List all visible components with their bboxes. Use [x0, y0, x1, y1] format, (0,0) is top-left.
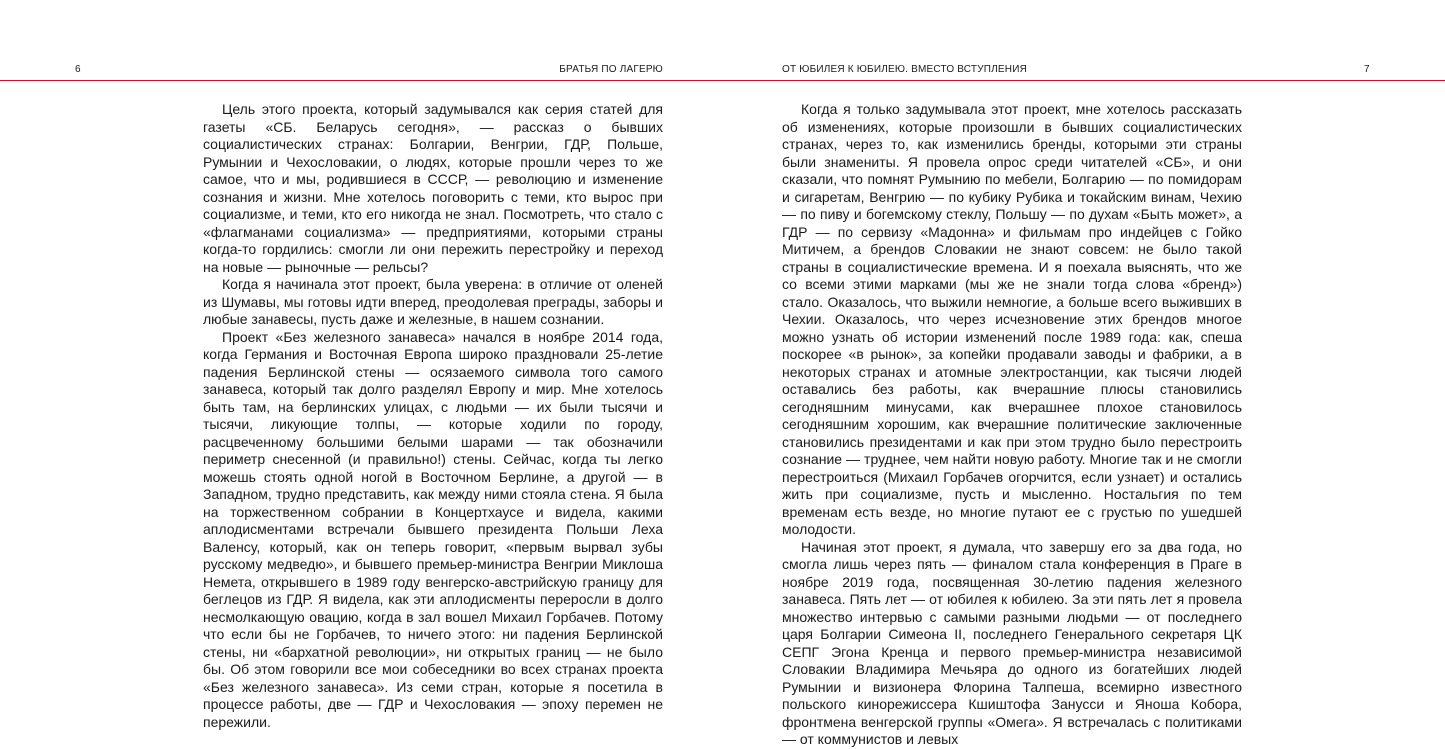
paragraph: Цель этого проекта, который задумывался как серия статей для газеты «СБ. Беларусь сегодня», — рассказ о бывших социалистических странах: Болгарии, Венгрии, ГДР, Польше, Румынии и Чехословакии, о людях, которые прошли через то же самое, что и мы, родившиеся в СССР, — революцию и изменение сознания и жизни. Мне хотелось поговорить с теми, кто вырос при социализме, и теми, кто его никогда не знал. Посмотреть, что стало с «флагманами социализма» — предприятиями, которыми страны когда-то гордились: смогли ли они пережить перестройку и переход на новые — рыночные — рельсы?	[203, 101, 663, 275]
paragraph: Когда я начинала этот проект, была уверена: в отличие от оленей из Шумавы, мы готовы идти вперед, преодолевая преграды, заборы и любые занавесы, пусть даже и железные, в нашем сознании.	[203, 276, 663, 327]
paragraph: Когда я только задумывала этот проект, мне хотелось рассказать об изменениях, которые произошли в бывших социалистических странах, через то, как изменились бренды, которыми эти страны были знамениты. Я провела опрос среди читателей «СБ», и они сказали, что помнят Румынию по мебели, Болгарию — по помидорам и сигаретам, Венгрию — по кубику Рубика и токайским винам, Чехию — по пиву и богемскому стеклу, Польшу — по духам «Быть может», а ГДР — по сервизу «Мадонна» и фильмам про индейцев с Гойко Митичем, а брендов Словакии не знают совсем: не было такой страны в социалистические времена. И я поехала выяснять, что же со всеми этими марками (мы же не знали тогда слова «бренд») стало. Оказалось, что выжили немногие, а больше всего выживших в Чехии. Оказалось, что через исчезновение этих брендов многое можно узнать об истории изменений после 1989 года: как, спеша поскорее «в рынок», за копейки продавали заводы и фабрики, а в некоторых странах и атомные электростанции, как тысячи людей оставались без работы, как вчерашние плюсы становились сегодняшним минусами, как вчерашнее плохое становилось сегодняшним хорошим, как вчерашние политические заключенные становились президентами и как при этом трудно было перестроить сознание — труднее, чем найти новую работу. Многие так и не смогли перестроиться (Михаил Горбачев огорчится, если узнает) и остались жить при социализме, пусть и мысленно. Ностальгия по тем временам есть везде, но многие путают ее с грустью по ушедшей молодости.	[782, 101, 1242, 537]
left-running-head: БРАТЬЯ ПО ЛАГЕРЮ	[559, 64, 663, 75]
header-rule-right	[723, 80, 1445, 81]
header-rule-left	[0, 80, 723, 81]
left-page-body	[203, 101, 663, 731]
right-page-number: 7	[1364, 64, 1370, 75]
right-page-body	[782, 101, 1242, 749]
paragraph: Проект «Без железного занавеса» начался в ноябре 2014 года, когда Германия и Восточная Европа широко праздновали 25-летие падения Берлинской стены — осязаемого символа того самого занавеса, который так долго разделял Европу и мир. Мне хотелось быть там, на берлинских улицах, с людьми — их были тысячи и тысячи, ликующие толпы, — которые ходили по городу, расцвеченному большими белыми шарами — так обозначили периметр снесенной (и правильно!) стены. Сейчас, когда ты легко можешь стоять одной ногой в Восточном Берлине, а другой — в Западном, трудно представить, как между ними стояла стена. Я была на торжественном собрании в Концертхаусе и видела, какими аплодисментами встречали бывшего президента Польши Леха Валенсу, который, как он теперь говорит, «первым вырвал зубы русскому медведю», и бывшего премьер-министра Венгрии Миклоша Немета, открывшего в 1989 году венгерско-австрийскую границу для беглецов из ГДР. Я видела, как эти аплодисменты переросли в долго несмолкающую овацию, когда в зал вошел Михаил Горбачев. Потому что если бы не Горбачев, то ничего этого: ни падения Берлинской стены, ни «бархатной революции», ни открытых границ — не было бы. Об этом говорили все мои собеседники во всех странах проекта «Без железного занавеса». Из семи стран, которые я посетила в процессе работы, две — ГДР и Чехословакия — эпоху перемен не пережили.	[203, 328, 663, 730]
left-page-number: 6	[75, 64, 81, 75]
paragraph: Начиная этот проект, я думала, что завершу его за два года, но смогла лишь через пять — финалом стала конференция в Праге в ноябре 2019 года, посвященная 30-летию падения железного занавеса. Пять лет — от юбилея к юбилею. За эти пять лет я провела множество интервью с самыми разными людьми — от последнего царя Болгарии Симеона II, последнего Генерального секретаря ЦК СЕПГ Эгона Кренца и первого премьер-министра независимой Словакии Владимира Мечьяра до одного из богатейших людей Румынии и визионера Флорина Талпеша, всемирно известного польского кинорежиссера Кшиштофа Занусси и Яноша Кобора, фронтмена венгерской группы «Омега». Я встречалась с политиками — от коммунистов и левых	[782, 538, 1242, 747]
right-running-head: ОТ ЮБИЛЕЯ К ЮБИЛЕЮ. ВМЕСТО ВСТУПЛЕНИЯ	[782, 64, 1028, 75]
